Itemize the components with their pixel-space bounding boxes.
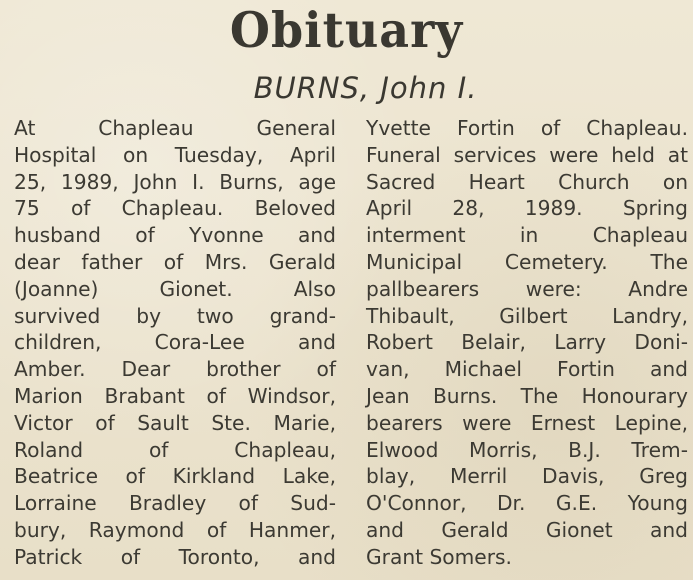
text-line: Hospital on Tuesday, April [14, 142, 336, 167]
deceased-name: BURNS, John I. [253, 71, 478, 105]
text-line: (Joanne) Gionet. Also [14, 276, 336, 301]
right-column [366, 115, 688, 571]
text-line: interment in Chapleau [366, 223, 688, 248]
text-line: survived by two grand- [14, 303, 336, 328]
text-line: Beatrice of Kirkland Lake, [14, 464, 336, 489]
text-line: Marion Brabant of Windsor, [14, 383, 336, 408]
text-line: bury, Raymond of Hanmer, [14, 517, 336, 542]
text-line: and Gerald Gionet and [366, 517, 688, 542]
text-line: 25, 1989, John I. Burns, age [14, 169, 336, 194]
text-line: Lorraine Bradley of Sud- [14, 491, 336, 516]
text-line: Elwood Morris, B.J. Trem- [366, 437, 688, 462]
text-line: van, Michael Fortin and [366, 357, 688, 382]
text-line: children, Cora-Lee and [14, 330, 336, 355]
text-line: Grant Somers. [366, 544, 512, 569]
text-line: blay, Merril Davis, Greg [366, 464, 688, 489]
text-line: husband of Yvonne and [14, 223, 336, 248]
text-line: Yvette Fortin of Chapleau. [366, 116, 688, 140]
text-line: Amber. Dear brother of [14, 357, 336, 382]
text-line: 75 of Chapleau. Beloved [14, 196, 336, 221]
text-line: bearers were Ernest Lepine, [366, 410, 688, 435]
text-line: Jean Burns. The Honourary [366, 383, 688, 408]
text-line: Thibault, Gilbert Landry, [366, 303, 688, 328]
text-line: At Chapleau General [14, 116, 336, 140]
text-line: Victor of Sault Ste. Marie, [14, 410, 336, 435]
text-line: O'Connor, Dr. G.E. Young [366, 491, 688, 516]
text-line: April 28, 1989. Spring [366, 196, 688, 221]
text-line: dear father of Mrs. Gerald [14, 249, 336, 274]
text-line: Sacred Heart Church on [366, 169, 688, 194]
left-column [14, 115, 336, 571]
section-title: Obituary [229, 1, 464, 59]
text-line: Funeral services were held at [366, 142, 688, 167]
text-line: Patrick of Toronto, and [14, 544, 336, 569]
text-line: Robert Belair, Larry Doni- [366, 330, 688, 355]
text-line: Municipal Cemetery. The [366, 249, 688, 274]
text-line: pallbearers were: Andre [366, 276, 688, 301]
text-line: Roland of Chapleau, [14, 437, 336, 462]
